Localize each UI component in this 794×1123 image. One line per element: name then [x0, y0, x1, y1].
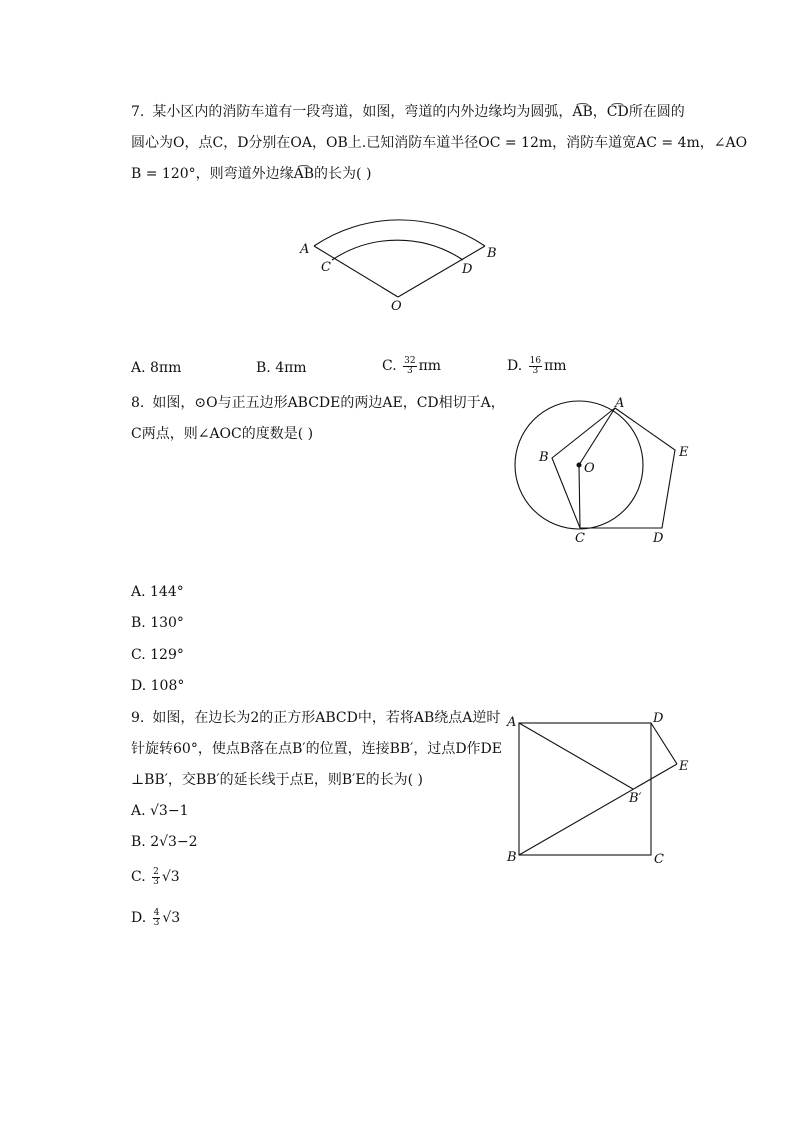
q8-option-d[interactable]: D. 108° — [131, 678, 185, 694]
q7-line-1 — [131, 102, 685, 122]
q7-option-b[interactable]: B. 4πm — [256, 360, 307, 376]
q8-pentagon — [552, 408, 675, 528]
q9-label-d: D — [653, 711, 664, 726]
q7-label-c: C — [321, 260, 331, 275]
q9-line-1 — [131, 708, 500, 728]
q9-segment-be — [519, 764, 677, 855]
q7-label-a: A — [300, 242, 310, 257]
q9-option-d[interactable]: D. $\frac{4}{3}$ √3 — [131, 907, 181, 928]
q8-option-b[interactable]: B. 130° — [131, 615, 184, 631]
q8-label-d: D — [653, 531, 664, 546]
q7-line-2: 圆心为O，点C，D分别在OA，OB上.已知消防车道半径OC = 12m，消防车道宽AC = 4m，∠AO — [131, 135, 748, 151]
q7-number: 7. — [131, 104, 145, 120]
q8-label-e: E — [679, 445, 689, 460]
q7-label-o: O — [391, 299, 402, 314]
q7-option-c-fraction: $\frac{32}{3}$ — [404, 355, 416, 376]
q7-inner-arc — [332, 240, 463, 260]
q9-segment-ab1 — [519, 723, 633, 789]
q8-label-o: O — [584, 461, 595, 476]
q9-label-b: B — [507, 850, 517, 865]
q9-segment-de — [651, 723, 677, 764]
q8-figure — [505, 393, 705, 548]
q8-line-1 — [131, 393, 505, 413]
q7-outer-arc — [314, 220, 485, 246]
q9-figure — [503, 708, 698, 868]
q9-option-a[interactable]: A. √3−1 — [131, 803, 189, 819]
q7-option-c[interactable]: C. $\frac{32}{3}$ πm — [382, 355, 442, 376]
q9-label-c: C — [654, 852, 664, 867]
q7-text-1: 某小区内的消防车道有一段弯道，如图，弯道的内外边缘均为圆弧，A͡B，C͡D所在圆的 — [152, 104, 685, 120]
q8-number: 8. — [131, 395, 145, 411]
q7-line-3: B = 120°，则弯道外边缘A͡B的长为( ) — [131, 166, 372, 182]
q9-option-b[interactable]: B. 2√3−2 — [131, 834, 198, 850]
q9-label-b-prime: B′ — [629, 791, 642, 806]
q8-option-a[interactable]: A. 144° — [131, 584, 184, 600]
q8-segment-co — [579, 465, 580, 528]
q7-option-d[interactable]: D. $\frac{16}{3}$ πm — [507, 355, 567, 376]
q9-option-d-fraction: $\frac{4}{3}$ — [153, 907, 160, 928]
q9-line-3: ⊥BB′，交BB′的延长线于点E，则B′E的长为( ) — [131, 772, 423, 788]
q9-text-1: 如图，在边长为2的正方形ABCD中，若将AB绕点A逆时 — [152, 710, 501, 726]
q8-text-1: 如图，⊙O与正五边形ABCDE的两边AE，CD相切于A， — [152, 395, 505, 411]
q9-option-c-fraction: $\frac{2}{3}$ — [153, 866, 159, 887]
q7-option-a[interactable]: A. 8πm — [131, 360, 182, 376]
q8-segment-ao — [579, 408, 615, 465]
q8-option-c[interactable]: C. 129° — [131, 647, 184, 663]
q9-line-2: 针旋转60°，使点B落在点B′的位置，连接BB′，过点D作DE — [131, 741, 502, 757]
q7-label-d: D — [462, 262, 473, 277]
q7-option-d-fraction: $\frac{16}{3}$ — [529, 355, 542, 376]
q9-number: 9. — [131, 710, 145, 726]
q8-label-a: A — [615, 396, 625, 411]
q8-line-2: C两点，则∠AOC的度数是( ) — [131, 426, 314, 442]
q8-label-c: C — [575, 531, 585, 546]
q9-square — [519, 723, 651, 855]
q7-label-b: B — [487, 246, 497, 261]
q8-center-dot — [577, 463, 581, 467]
q8-label-b: B — [539, 450, 549, 465]
q7-figure — [290, 190, 550, 320]
q9-option-c[interactable]: C. $\frac{2}{3}$ √3 — [131, 866, 180, 887]
q9-label-e: E — [679, 759, 689, 774]
q9-label-a: A — [507, 715, 517, 730]
